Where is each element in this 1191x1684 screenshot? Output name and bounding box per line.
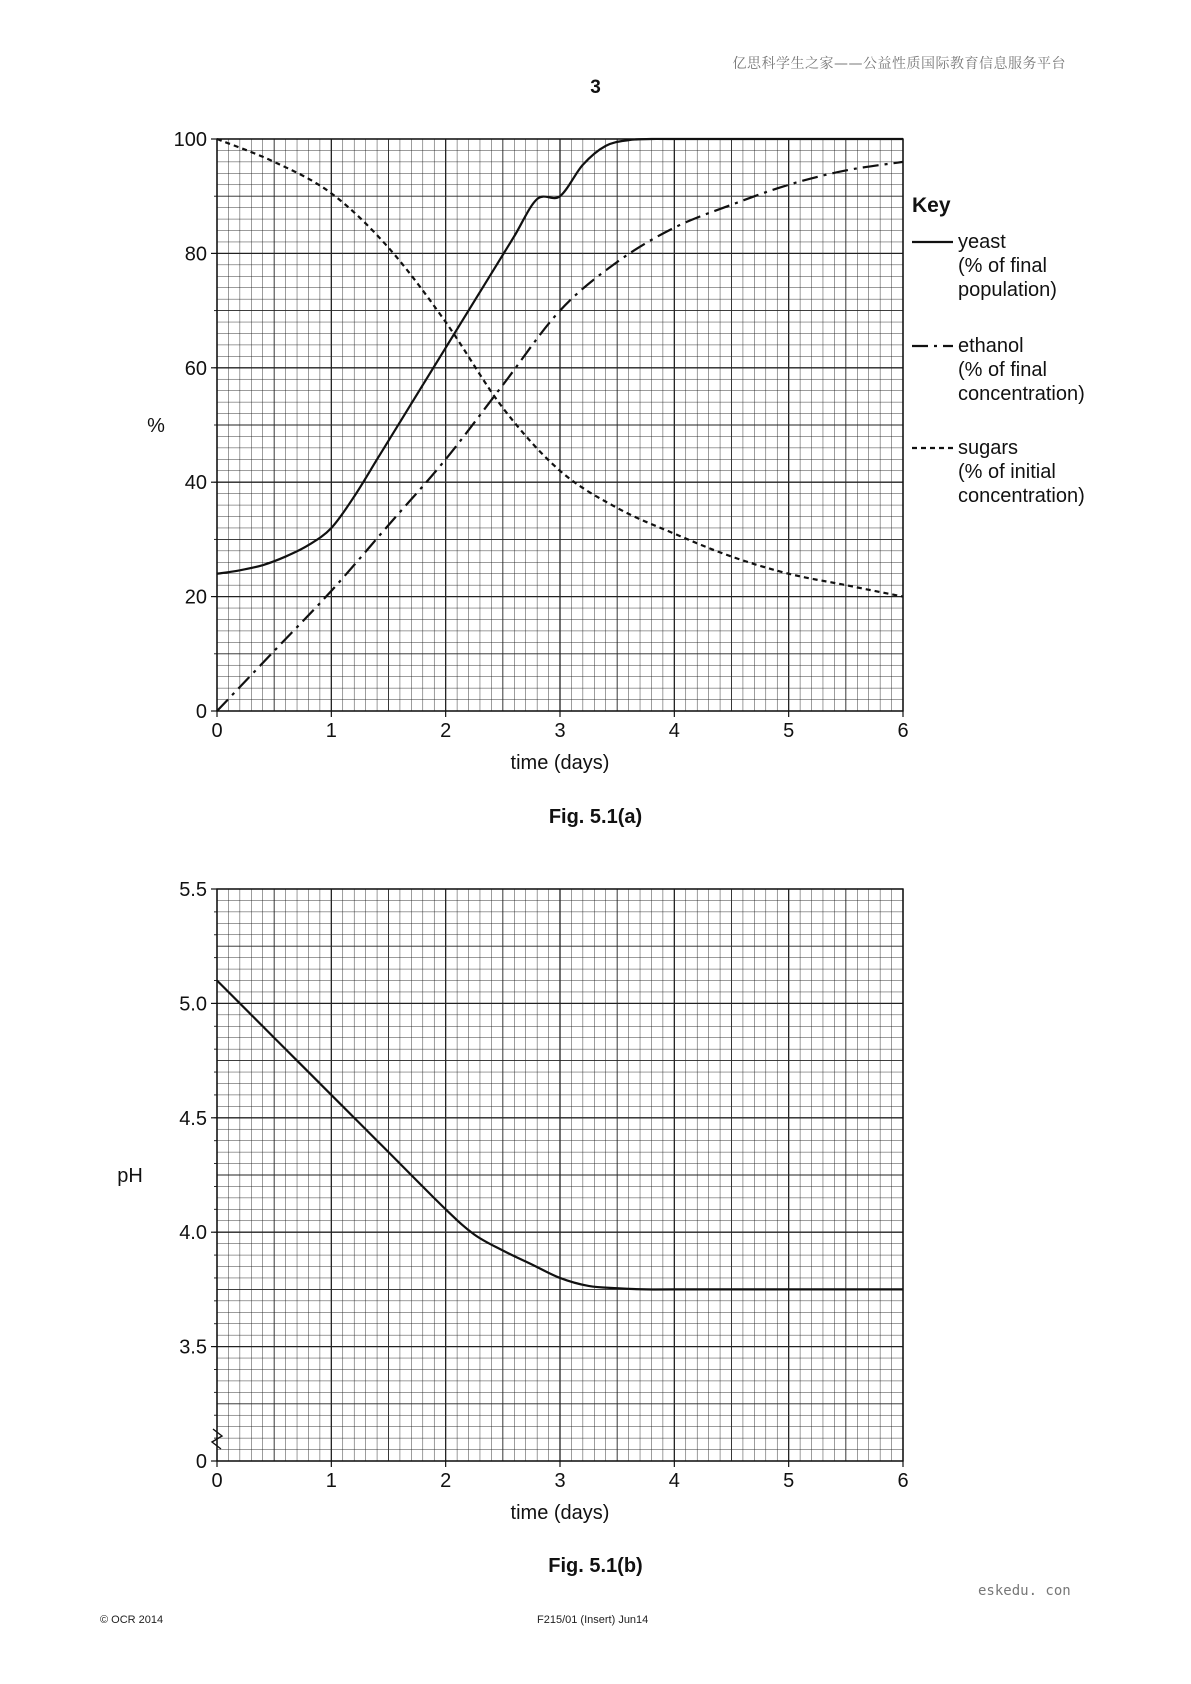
fig-b-caption: Fig. 5.1(b) (548, 1555, 643, 1577)
x-tick-label: 6 (897, 720, 909, 742)
legend-label-yeast: yeast (958, 231, 1006, 253)
legend-label-yeast: (% of final (958, 255, 1047, 277)
fig-a-caption: Fig. 5.1(a) (548, 806, 643, 828)
y-tick-label: 60 (184, 357, 207, 380)
x-tick-label: 4 (668, 720, 680, 742)
footer-paper-code: F215/01 (Insert) Jun14 (537, 1614, 649, 1626)
watermark-top: 亿思科学生之家——公益性质国际教育信息服务平台 (732, 56, 1066, 72)
footer-copyright: © OCR 2014 (100, 1614, 164, 1626)
x-tick-label: 3 (554, 1470, 566, 1492)
legend-title: Key (912, 194, 951, 217)
y-tick-label: 4.0 (179, 1222, 207, 1245)
y-axis-label: % (147, 415, 165, 437)
x-tick-label: 3 (554, 720, 566, 742)
y-tick-label: 4.5 (179, 1107, 207, 1130)
y-tick-label: 5.0 (179, 993, 207, 1016)
x-tick-label: 5 (783, 720, 795, 742)
y-tick-label: 5.5 (179, 879, 207, 901)
axis-break-mark (212, 1429, 222, 1449)
y-tick-label: 0 (195, 1451, 207, 1473)
legend-label-ethanol: ethanol (958, 335, 1024, 357)
legend-label-sugars: sugars (958, 437, 1019, 459)
y-tick-label: 80 (184, 243, 207, 266)
legend-label-sugars: concentration) (958, 485, 1085, 507)
legend-label-ethanol: (% of final (958, 359, 1047, 381)
x-axis-label: time (days) (510, 752, 610, 774)
watermark-bottom: eskedu. con (978, 1583, 1071, 1599)
y-tick-label: 100 (173, 129, 207, 151)
x-tick-label: 5 (783, 1470, 795, 1492)
y-axis-label: pH (117, 1165, 143, 1187)
x-axis-label: time (days) (510, 1502, 610, 1524)
y-tick-label: 20 (184, 586, 207, 609)
page-number: 3 (590, 77, 601, 98)
x-tick-label: 6 (897, 1470, 909, 1492)
x-tick-label: 1 (325, 1470, 337, 1492)
x-tick-label: 1 (325, 720, 337, 742)
legend-label-yeast: population) (958, 279, 1057, 301)
legend-label-sugars: (% of initial (958, 461, 1056, 483)
x-tick-label: 0 (211, 1470, 223, 1492)
y-tick-label: 3.5 (179, 1336, 207, 1359)
y-tick-label: 40 (184, 472, 207, 495)
x-tick-label: 2 (440, 720, 452, 742)
x-tick-label: 2 (440, 1470, 452, 1492)
x-tick-label: 0 (211, 720, 223, 742)
y-tick-label: 0 (195, 701, 207, 723)
x-tick-label: 4 (668, 1470, 680, 1492)
legend-label-ethanol: concentration) (958, 383, 1085, 405)
